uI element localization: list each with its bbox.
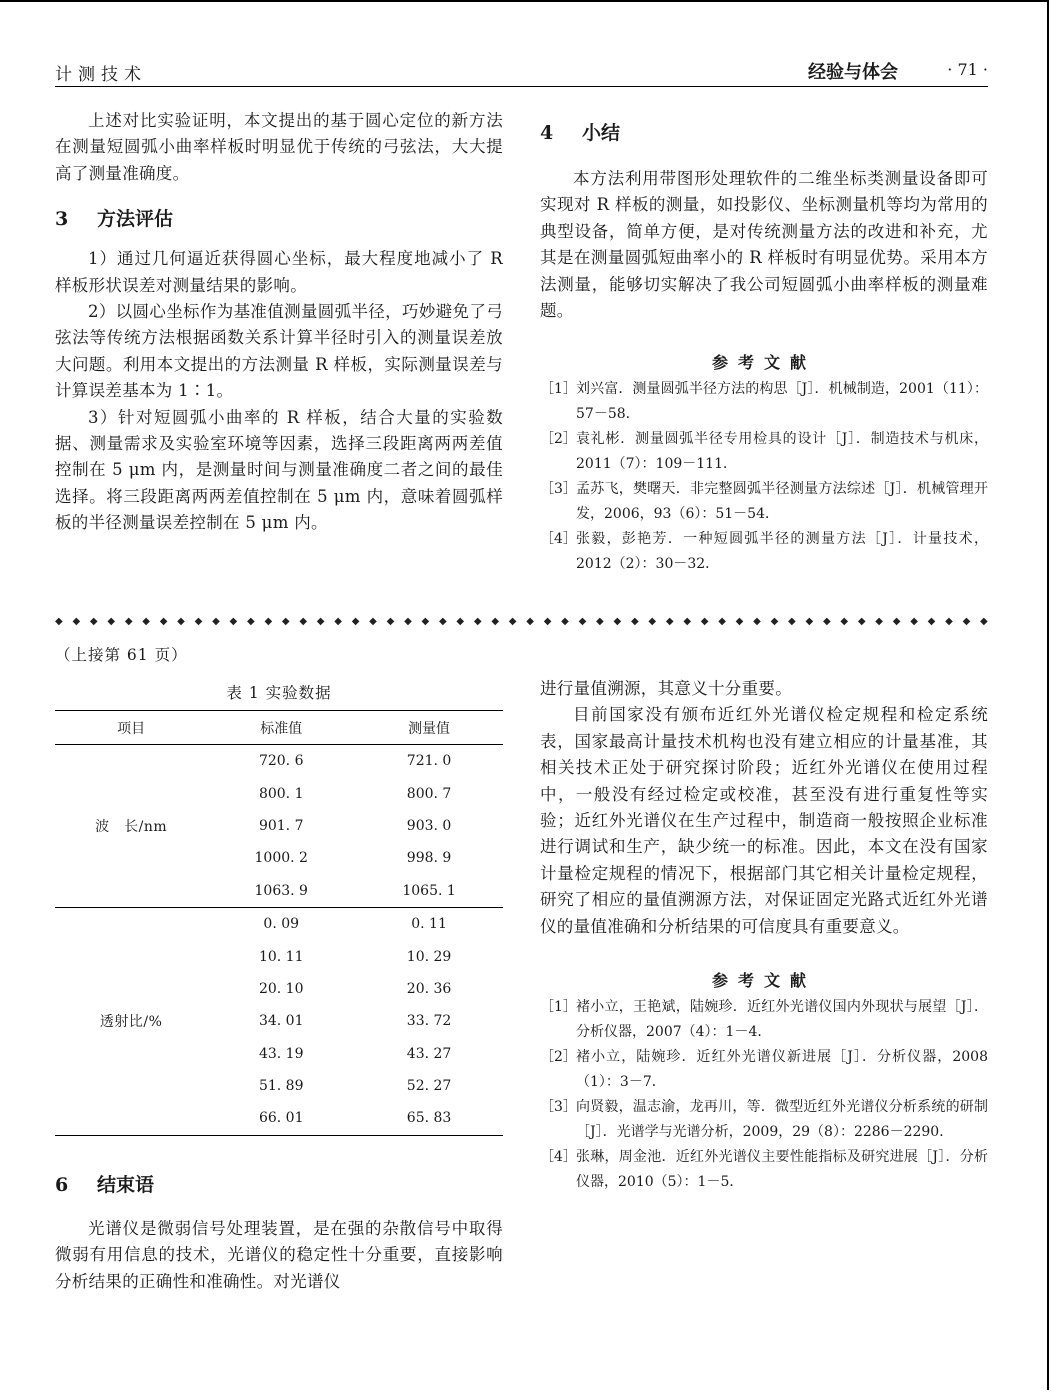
divider-ornament: ◆ xyxy=(508,617,517,627)
table-cell: 20. 36 xyxy=(406,980,452,997)
divider-ornament: ◆ xyxy=(630,617,639,627)
divider-ornament: ◆ xyxy=(805,617,814,627)
running-header xyxy=(55,58,988,87)
continued-note: （上接第 61 页） xyxy=(55,646,188,664)
divider-ornament: ◆ xyxy=(753,617,761,627)
divider-ornament: ◆ xyxy=(683,617,692,627)
section-4-heading xyxy=(540,118,988,148)
divider-ornament: ◆ xyxy=(386,617,395,627)
table-cell: 65. 83 xyxy=(355,1102,503,1135)
divider-ornament: ◆ xyxy=(456,617,465,627)
divider-ornament: ◆ xyxy=(788,617,796,627)
reference-item: ［3］ 孟苏飞，樊曙天．非完整圆弧半径测量方法综述［J］．机械管理开发，2006，93（6）：51－54． xyxy=(540,481,988,523)
top-right-column xyxy=(540,118,988,577)
divider-ornament: ◆ xyxy=(264,617,273,627)
section-name: 经验与体会 xyxy=(808,62,898,83)
row-group-label: 透射比/% xyxy=(55,907,207,1135)
table-cell: 20. 10 xyxy=(258,980,304,997)
divider-ornament: ◆ xyxy=(648,617,657,627)
table-cell: 34. 01 xyxy=(258,1013,304,1030)
paragraph: 目前国家没有颁布近红外光谱仪检定规程和检定系统表，国家最高计量技术机构也没有建立相应的计量基准，其相关技术正处于研究探讨阶段；近红外光谱仪在使用过程中，一般没有经过检定或校准，甚至没有进行重复性等实验；近红外光谱仪在生产过程中，制造商一般按照企业标准进行调试和生产，缺少统一的标准。因此，本文在没有国家计量检定规程的情况下，根据部门其它相关计量检定规程，研究了相应的量值溯源方法，对保证固定光路式近红外光谱仪的量值准确和分析结果的可信度具有重要意义。 xyxy=(540,705,988,936)
table-cell: 0. 11 xyxy=(411,916,447,933)
table-caption: 表 1 实验数据 xyxy=(226,684,332,702)
table-cell: 66. 01 xyxy=(207,1102,355,1135)
divider-ornament: ◆ xyxy=(107,617,116,627)
divider-ornament: ◆ xyxy=(945,617,953,627)
table-cell: 800. 7 xyxy=(406,785,452,802)
table-cell: 43. 27 xyxy=(406,1045,452,1062)
paragraph: 本方法利用带图形处理软件的二维坐标类测量设备即可实现对 R 样板的测量，如投影仪、坐标测量机等均为常用的典型设备，简单方便，是对传统测量方法的改进和补充，尤其是在测量圆弧短曲率小的 R 样板时有明显优势。采用本方法测量，能够切实解决了我公司短圆弧小曲率样板的测量难题。 xyxy=(540,169,988,321)
divider-ornament: ◆ xyxy=(473,617,482,627)
section-title: 小结 xyxy=(582,122,621,144)
divider-ornament: ◆ xyxy=(927,617,936,627)
reference-item: ［2］ 袁礼彬．测量圆弧半径专用检具的设计［J］．制造技术与机床，2011（7）：109－111． xyxy=(540,431,988,473)
divider-ornament: ◆ xyxy=(212,617,220,627)
divider-ornament: ◆ xyxy=(421,617,430,627)
divider-ornament: ◆ xyxy=(142,617,150,627)
divider-ornament: ◆ xyxy=(369,617,377,627)
divider-ornament: ◆ xyxy=(316,617,325,627)
section-title: 方法评估 xyxy=(97,208,174,231)
paragraph: 2）以圆心坐标作为基准值测量圆弧半径，巧妙避免了弓弦法等传统方法根据函数关系计算半径时引入的测量误差放大问题。利用本文提出的方法测量 R 样板，实际测量误差与计算误差基本为 1∶1。 xyxy=(55,302,503,401)
paragraph: 1）通过几何逼近获得圆心坐标，最大程度地减小了 R 样板形状误差对测量结果的影响。 xyxy=(55,249,503,295)
section-title: 结束语 xyxy=(97,1174,155,1196)
page-number: · 71 · xyxy=(947,60,988,79)
reference-item: ［3］ 向贤毅，温志渝，龙再川，等．微型近红外光谱仪分析系统的研制［J］．光谱学与光谱分析，2009，29（8）：2286－2290． xyxy=(540,1099,988,1141)
divider-ornament: ◆ xyxy=(700,617,709,627)
divider-ornament: ◆ xyxy=(194,617,203,627)
divider-ornament: ◆ xyxy=(281,617,290,627)
divider-ornament: ◆ xyxy=(351,617,360,627)
table-cell: 33. 72 xyxy=(406,1013,452,1030)
table-cell: 10. 11 xyxy=(258,948,304,965)
reference-list xyxy=(540,995,988,1195)
table-cell: 800. 1 xyxy=(258,785,304,802)
table-cell: 903. 0 xyxy=(406,817,452,834)
divider-ornament: ◆ xyxy=(438,617,447,627)
divider-ornament: ◆ xyxy=(665,617,674,627)
divider-ornament: ◆ xyxy=(229,617,238,627)
row-group-label: 波 长/nm xyxy=(55,745,207,908)
divider-ornament: ◆ xyxy=(299,617,308,627)
section-6-heading xyxy=(55,1170,503,1200)
divider-ornament: ◆ xyxy=(770,617,779,627)
section-3-heading xyxy=(55,204,503,234)
divider-ornament: ◆ xyxy=(735,617,744,627)
divider-ornament: ◆ xyxy=(840,617,849,627)
table-cell: 1000. 2 xyxy=(254,850,308,867)
divider-ornament: ◆ xyxy=(822,617,831,627)
table-row xyxy=(55,907,503,940)
divider-ornament: ◆ xyxy=(596,617,604,627)
reference-list xyxy=(540,377,988,577)
continued-paragraph: 进行量值溯源，其意义十分重要。 xyxy=(540,679,792,698)
divider-ornament: ◆ xyxy=(857,617,866,627)
table-cell: 52. 27 xyxy=(406,1078,452,1095)
table-cell: 51. 89 xyxy=(258,1078,304,1095)
intro-paragraph: 上述对比实验证明，本文提出的基于圆心定位的新方法在测量短圆弧小曲率样板时明显优于传统的弓弦法，大大提高了测量准确度。 xyxy=(55,111,503,183)
table-cell: 901. 7 xyxy=(258,817,304,834)
table-cell: 1065. 1 xyxy=(355,875,503,908)
section-number: 4 xyxy=(540,122,554,144)
divider-ornament: ◆ xyxy=(875,617,883,627)
divider-ornament: ◆ xyxy=(892,617,901,627)
bottom-right-column xyxy=(540,676,988,1195)
divider-ornament: ◆ xyxy=(910,617,918,627)
divider-ornament: ◆ xyxy=(543,617,552,627)
divider-ornament: ◆ xyxy=(980,617,988,627)
paragraph: 3）针对短圆弧小曲率的 R 样板，结合大量的实验数据、测量需求及实验室环境等因素，选择三段距离两两差值控制在 5 μm 内，是测量时间与测量准确度二者之间的最佳选择。将三段距离两两差值控制在 5 μm 内，意味着圆弧样板的半径测量误差控制在 5 μm 内。 xyxy=(55,407,503,533)
table-cell: 43. 19 xyxy=(258,1045,304,1062)
journal-name: 计测技术 xyxy=(55,65,147,85)
divider-ornament: ◆ xyxy=(526,617,534,627)
decorative-divider xyxy=(55,617,988,627)
reference-item: ［4］ 张琳，周金池．近红外光谱仪主要性能指标及研究进展［J］．分析仪器，2010（5）：1－5． xyxy=(540,1149,988,1191)
reference-item: ［1］ 刘兴富．测量圆弧半径方法的构思［J］．机械制造，2001（11）：57－58． xyxy=(540,381,988,423)
table-cell: 721. 0 xyxy=(406,753,452,770)
table-cell: 720. 6 xyxy=(258,753,304,770)
paragraph: 光谱仪是微弱信号处理装置，是在强的杂散信号中取得微弱有用信息的技术，光谱仪的稳定性十分重要，直接影响分析结果的正确性和准确性。对光谱仪 xyxy=(55,1219,503,1291)
divider-ornament: ◆ xyxy=(718,617,726,627)
divider-ornament: ◆ xyxy=(334,617,342,627)
section-number: 6 xyxy=(55,1174,69,1196)
divider-ornament: ◆ xyxy=(613,617,622,627)
data-table xyxy=(55,710,503,1136)
reference-item: ［1］ 褚小立，王艳斌，陆婉珍．近红外光谱仪国内外现状与展望［J］．分析仪器，2007（4）：1－4． xyxy=(540,999,988,1041)
table-row xyxy=(55,745,503,778)
table-cell: 0. 09 xyxy=(263,916,300,933)
column-header: 标准值 xyxy=(207,711,355,745)
table-header-row xyxy=(55,711,503,745)
divider-ornament: ◆ xyxy=(159,617,168,627)
table-cell: 998. 9 xyxy=(406,850,452,867)
divider-ornament: ◆ xyxy=(578,617,587,627)
references-title: 参考文献 xyxy=(711,971,816,991)
column-header: 项目 xyxy=(55,711,207,745)
divider-ornament: ◆ xyxy=(124,617,133,627)
reference-item: ［4］ 张毅，彭艳芳．一种短圆弧半径的测量方法［J］．计量技术，2012（2）：30－32． xyxy=(540,531,988,573)
divider-ornament: ◆ xyxy=(55,617,63,627)
reference-item: ［2］ 褚小立，陆婉珍．近红外光谱仪新进展［J］．分析仪器，2008（1）：3－7． xyxy=(540,1049,988,1091)
divider-ornament: ◆ xyxy=(177,617,185,627)
divider-ornament: ◆ xyxy=(72,617,81,627)
divider-ornament: ◆ xyxy=(491,617,500,627)
bottom-left-column xyxy=(55,1170,503,1295)
table-cell: 10. 29 xyxy=(406,948,452,965)
column-header: 测量值 xyxy=(355,711,503,745)
top-left-column xyxy=(55,108,503,537)
divider-ornament: ◆ xyxy=(89,617,98,627)
divider-ornament: ◆ xyxy=(962,617,971,627)
section-number: 3 xyxy=(55,208,69,231)
divider-ornament: ◆ xyxy=(561,617,569,627)
table-cell: 1063. 9 xyxy=(207,875,355,908)
references-title: 参考文献 xyxy=(711,353,816,373)
divider-ornament: ◆ xyxy=(404,617,412,627)
divider-ornament: ◆ xyxy=(246,617,255,627)
